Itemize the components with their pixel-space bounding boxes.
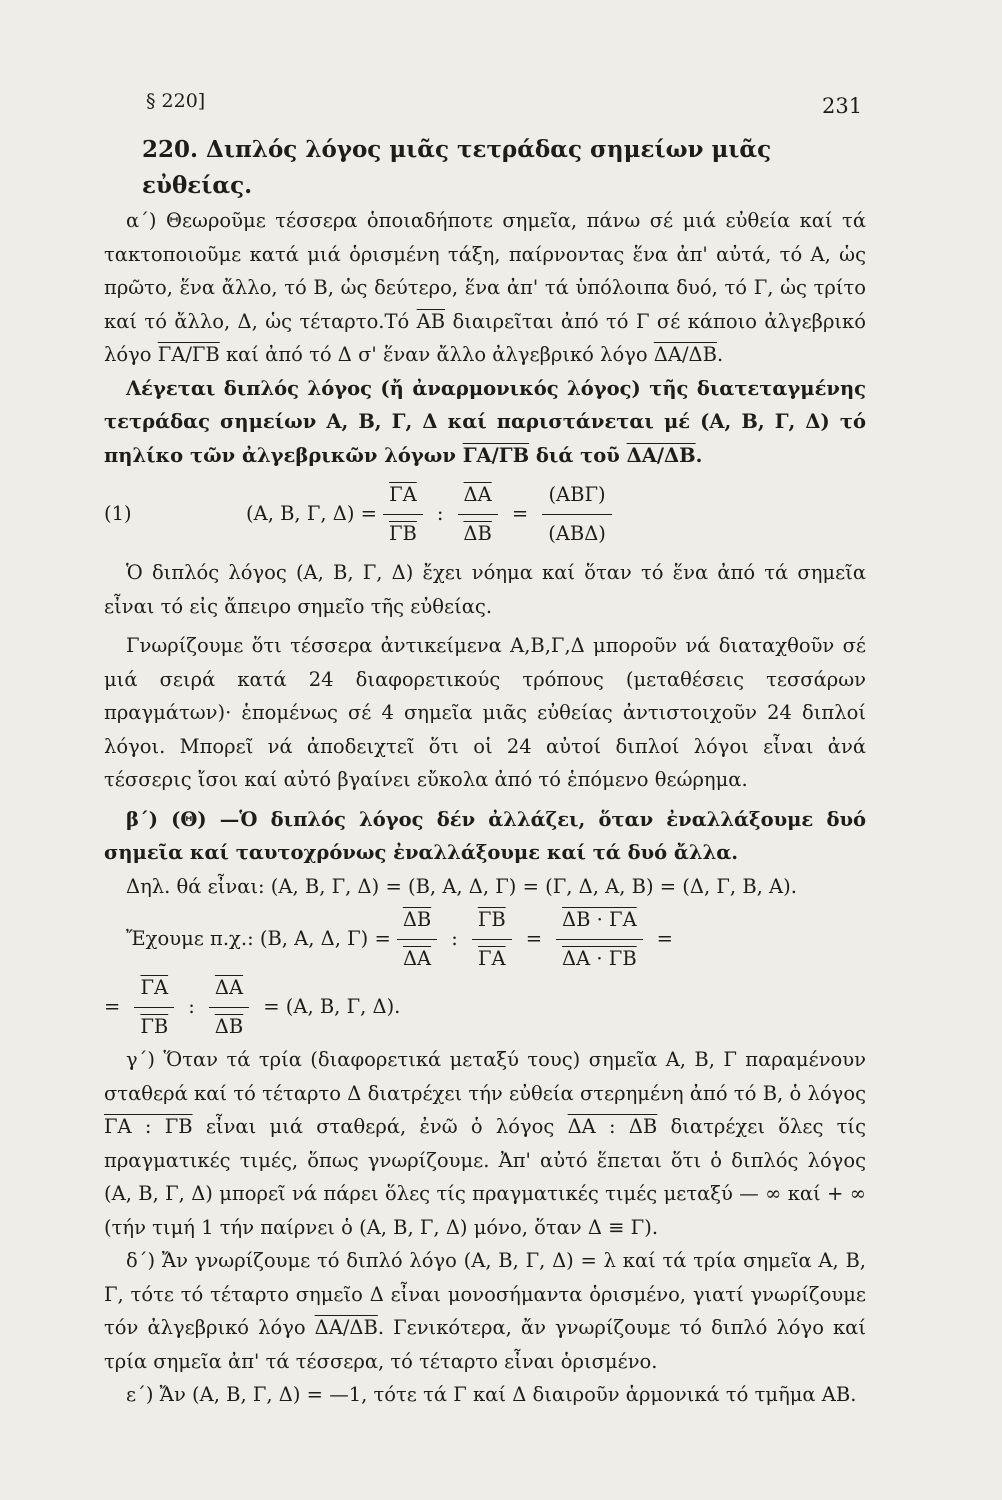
- section-marker: § 220]: [146, 90, 206, 112]
- fraction-db-da: $\frac{\overline{\Delta B}}{\Delta A}$: [397, 903, 437, 975]
- definition-paragraph: Λέγεται διπλός λόγος (ἤ ἀναρμονικός λόγος) τῆς διατεταγμένης τετράδας σημείων Α, Β, Γ, Δ καί παριστάνεται μέ (Α, Β, Γ, Δ) τό πηλίκο τῶν ἀλγεβρικῶν λόγων ΓΑ/ΓΒ διά τοῦ ΔΑ/ΔΒ.: [104, 376, 866, 467]
- page-body: [104, 132, 866, 1412]
- fraction-product: $\frac{\Delta B \cdot \Gamma A}{\Delta A \cdot \Gamma B}$: [556, 903, 643, 975]
- formula-label: (1): [104, 502, 132, 526]
- fraction-da-db: $\frac{\overline{\Delta A}}{\Delta B}$: [457, 478, 497, 550]
- vector-ab: $\overline{AB}$: [416, 309, 446, 333]
- paragraph-gamma: γ΄) Ὅταν τά τρία (διαφορετικά μεταξύ τους) σημεῖα Α, Β, Γ παραμένουν σταθερά καί τό τέταρτο Δ διατρέχει τήν εὐθεία στερημένη ἀπό τό Β, ὁ λόγος ΓΑ : ΓΒ εἶναι μιά σταθερά, ἐνῶ ὁ λόγος ΔΑ : ΔΒ διατρέχει ὅλες τίς πραγματικές τιμές, ὅπως γνωρίζουμε. Ἀπ' αὐτό ἕπεται ὅτι ὁ διπλός λόγος (Α, Β, Γ, Δ) μπορεῖ νά πάρει ὅλες τίς πραγματικές τιμές μεταξύ — ∞ καί + ∞ (τήν τιμή 1 τήν παίρνει ὁ (Α, Β, Γ, Δ) μόνο, ὅταν Δ ≡ Γ).: [104, 1048, 866, 1239]
- fraction-area-ratio: $\frac{\text{(ΑΒΓ)}}{\text{(ΑΒΔ)}}$: [542, 478, 612, 550]
- paragraph-permutations: Γνωρίζουμε ὅτι τέσσερα ἀντικείμενα Α,Β,Γ,Δ μποροῦν νά διαταχθοῦν σέ μιά σειρά κατά 24 διαφορετικούς τρόπους (μεταθέσεις τεσσάρων πραγμάτων)· ἑπομένως σέ 4 σημεῖα μιᾶς εὐθείας ἀντιστοιχοῦν 24 διπλοί λόγοι. Μπορεῖ νά ἀποδειχτεῖ ὅτι οἱ 24 αὐτοί διπλοί λόγοι εἶναι ἀνά τέσσερις ἴσοι καί αὐτό βγαίνει εὔκολα ἀπό τό ἑπόμενο θεώρημα.: [104, 634, 866, 791]
- paragraph-delta: δ΄) Ἄν γνωρίζουμε τό διπλό λόγο (Α, Β, Γ, Δ) = λ καί τά τρία σημεῖα Α, Β, Γ, τότε τό τέταρτο σημεῖο Δ εἶναι μονοσήμαντα ὁρισμένο, γιατί γνωρίζουμε τόν ἀλγεβρικό λόγο ΔΑ/ΔΒ. Γενικότερα, ἄν γνωρίζουμε τό διπλό λόγο καί τρία σημεῖα ἀπ' τά τέσσερα, τό τέταρτο εἶναι ὁρισμένο.: [104, 1249, 866, 1373]
- fraction-ga-gb-2: $\frac{\overline{\Gamma A}}{\Gamma B}$: [134, 971, 174, 1043]
- fraction-ga-gb: $\frac{\overline{\Gamma A}}{\Gamma B}$: [383, 478, 423, 550]
- page-number: 231: [822, 94, 863, 118]
- paragraph-alpha: α΄) Θεωροῦμε τέσσερα ὁποιαδήποτε σημεῖα, πάνω σέ μιά εὐθεία καί τά τακτοποιοῦμε κατά μιά ὁρισμένη τάξη, παίρνοντας ἕνα ἀπ' αὐτά, τό Α, ὡς πρῶτο, ἕνα ἄλλο, τό Β, ὡς δεύτερο, ἕνα ἀπ' τά ὑπόλοιπα δυό, τό Γ, ὡς τρίτο καί τό ἄλλο, Δ, ὡς τέταρτο.Τό $\overline{AB}$ διαιρεῖται ἀπό τό Γ σέ κάποιο ἀλγεβρικό λόγο ΓΑ/ΓΒ καί ἀπό τό Δ σ' ἕναν ἄλλο ἀλγεβρικό λόγο ΔΑ/ΔΒ.: [104, 209, 866, 366]
- paragraph-epsilon: ε΄) Ἄν (Α, Β, Γ, Δ) = —1, τότε τά Γ καί Δ διαιροῦν ἁρμονικά τό τμῆμα ΑΒ.: [126, 1383, 857, 1406]
- fraction-gb-ga: $\frac{\overline{\Gamma B}}{\Gamma A}$: [472, 903, 512, 975]
- fraction-da-db-2: $\frac{\overline{\Delta A}}{\Delta B}$: [209, 971, 249, 1043]
- theorem-beta: β΄) (Θ) —Ὁ διπλός λόγος δέν ἀλλάζει, ὅταν ἐναλλάξουμε δυό σημεῖα καί ταυτοχρόνως ἐναλλάξουμε καί τά δυό ἄλλα.: [104, 807, 866, 864]
- example-line-2: = $\frac{\overline{\Gamma A}}{\Gamma B}$ : $\frac{\overline{\Delta A}}{\Delta B}$ = (Α, Β, Γ, Δ).: [104, 975, 866, 1039]
- paragraph-infinity: Ὁ διπλός λόγος (Α, Β, Γ, Δ) ἔχει νόημα καί ὅταν τό ἕνα ἀπό τά σημεῖα εἶναι τό εἰς ἄπειρο σημεῖο τῆς εὐθείας.: [104, 561, 866, 618]
- section-heading: 220. Διπλός λόγος μιᾶς τετράδας σημείων μιᾶς εὐθείας.: [142, 136, 772, 199]
- equality-line: Δηλ. θά εἶναι: (Α, Β, Γ, Δ) = (Β, Α, Δ, Γ) = (Γ, Δ, Α, Β) = (Δ, Γ, Β, Α).: [126, 874, 797, 898]
- formula-1: (1) (Α, Β, Γ, Δ) = $\frac{\overline{\Gamma A}}{\Gamma B}$ : $\frac{\overline{\Delta A}}{\Delta B}$ = $\frac{\text{(ΑΒΓ)}}{\text{(ΑΒΔ)}}$: [104, 482, 866, 546]
- formula-lhs: (Α, Β, Γ, Δ) =: [246, 502, 377, 526]
- example-line-1: Ἔχουμε π.χ.: (Β, Α, Δ, Γ) = $\frac{\overline{\Delta B}}{\Delta A}$ : $\frac{\overline{\Gamma B}}{\Gamma A}$ = $\frac{\Delta B \cdot \Gamma A}{\Delta A \cdot \Gamma B}$ =: [126, 907, 866, 971]
